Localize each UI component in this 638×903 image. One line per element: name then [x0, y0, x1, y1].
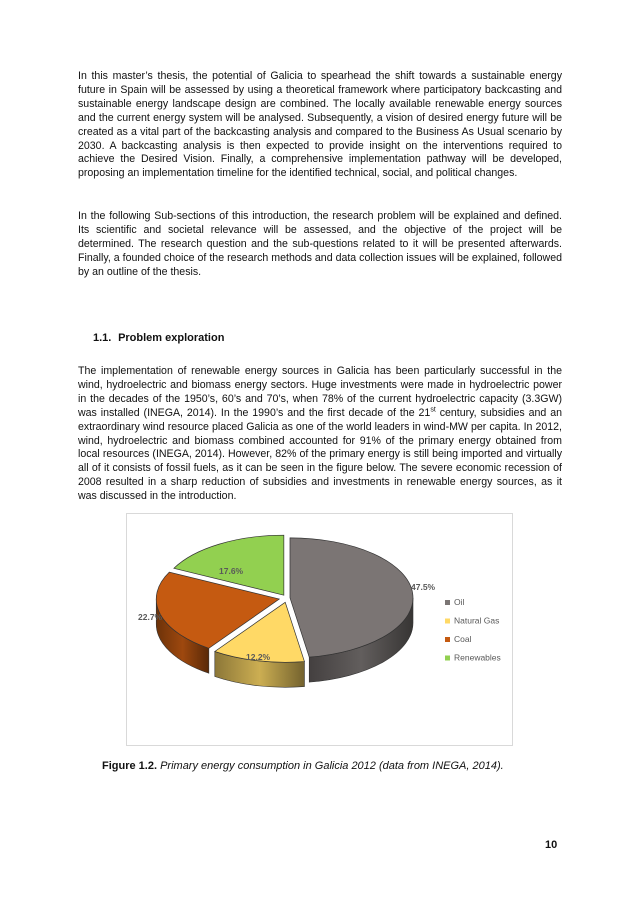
legend-swatch-oil — [445, 600, 450, 605]
data-label-coal: 22.7% — [138, 612, 163, 622]
figure-caption-text: Primary energy consumption in Galicia 2012 (data from INEGA, 2014). — [157, 760, 504, 772]
chart-legend — [445, 597, 501, 663]
data-label-renewables: 17.6% — [219, 566, 244, 576]
figure-label: Figure 1.2. — [102, 760, 158, 772]
legend-label-coal: Coal — [454, 634, 472, 644]
pie-chart — [127, 514, 512, 745]
problem-paragraph-part-b: century, subsidies and an extraordinary wind resource placed Galicia as one of the world leaders in wind-MW per capita. In 2012, wind, hydroelectric and biomass combined accounted for 91% of the primary energy obtained from local resources (INEGA, 2014). However, 82% of the primary energy is still being imported and virtually all of it consists of fossil fuels, as it can be seen in the figure below. The severe economic recession of 2008 resulted in a sharp reduction of subsidies and investments in renewable energy sources, as it was discussed in the introduction. — [78, 406, 562, 503]
intro-paragraph-1: In this master’s thesis, the potential of Galicia to spearhead the shift towards a sustainable energy future in Spain will be assessed by using a theoretical framework where participatory backcasting and sustainable energy landscape design are combined. The locally available renewable energy sources and the current energy system will be analysed. Subsequently, a vision of desired energy future will be created as a vital part of the backcasting analysis and compared to the Business As Usual scenario by 2030. A backcasting analysis is then expected to provide insight on the interventions required to achieve the Desired Vision. Finally, a comprehensive implementation pathway will be developed, proposing an implementation timeline for the identified technical, social, and political changes. — [78, 70, 562, 180]
problem-paragraph-part-a: The implementation of renewable energy sources in Galicia has been particularly successful in the wind, hydroelectric and biomass energy sectors. Huge investments were made in hydroelectric power in the decades of the 1950’s, 60’s and 70’s, when 78% of the current hydroelectric capacity (3.3GW) was installed (INEGA, 2014). In the 1990’s and the first decade of the 21 — [78, 365, 562, 419]
intro-paragraph-2: In the following Sub-sections of this introduction, the research problem will be explained and defined. Its scientific and societal relevance will be assessed, and the objective of the project will be determined. The research question and the sub-questions related to it will be presented afterwards. Finally, a founded choice of the research methods and data collection issues will be explained, followed by an outline of the thesis. — [78, 210, 562, 278]
section-number: 1.1. — [93, 332, 112, 344]
pie-chart-frame — [126, 513, 513, 746]
section-heading — [93, 332, 224, 344]
legend-swatch-coal — [445, 637, 450, 642]
legend-swatch-natural-gas — [445, 619, 450, 624]
problem-paragraph — [78, 365, 562, 504]
legend-label-natural-gas: Natural Gas — [454, 615, 500, 626]
ordinal-superscript: st — [430, 406, 436, 414]
legend-swatch-renewables — [445, 656, 450, 661]
legend-label-renewables: Renewables — [454, 652, 501, 663]
section-title: Problem exploration — [118, 332, 225, 344]
figure-caption — [102, 760, 504, 772]
legend-label-oil: Oil — [454, 597, 465, 607]
data-label-natural-gas: 12.2% — [246, 652, 271, 662]
page-number: 10 — [545, 839, 558, 851]
data-label-oil: 47.5% — [411, 582, 436, 592]
